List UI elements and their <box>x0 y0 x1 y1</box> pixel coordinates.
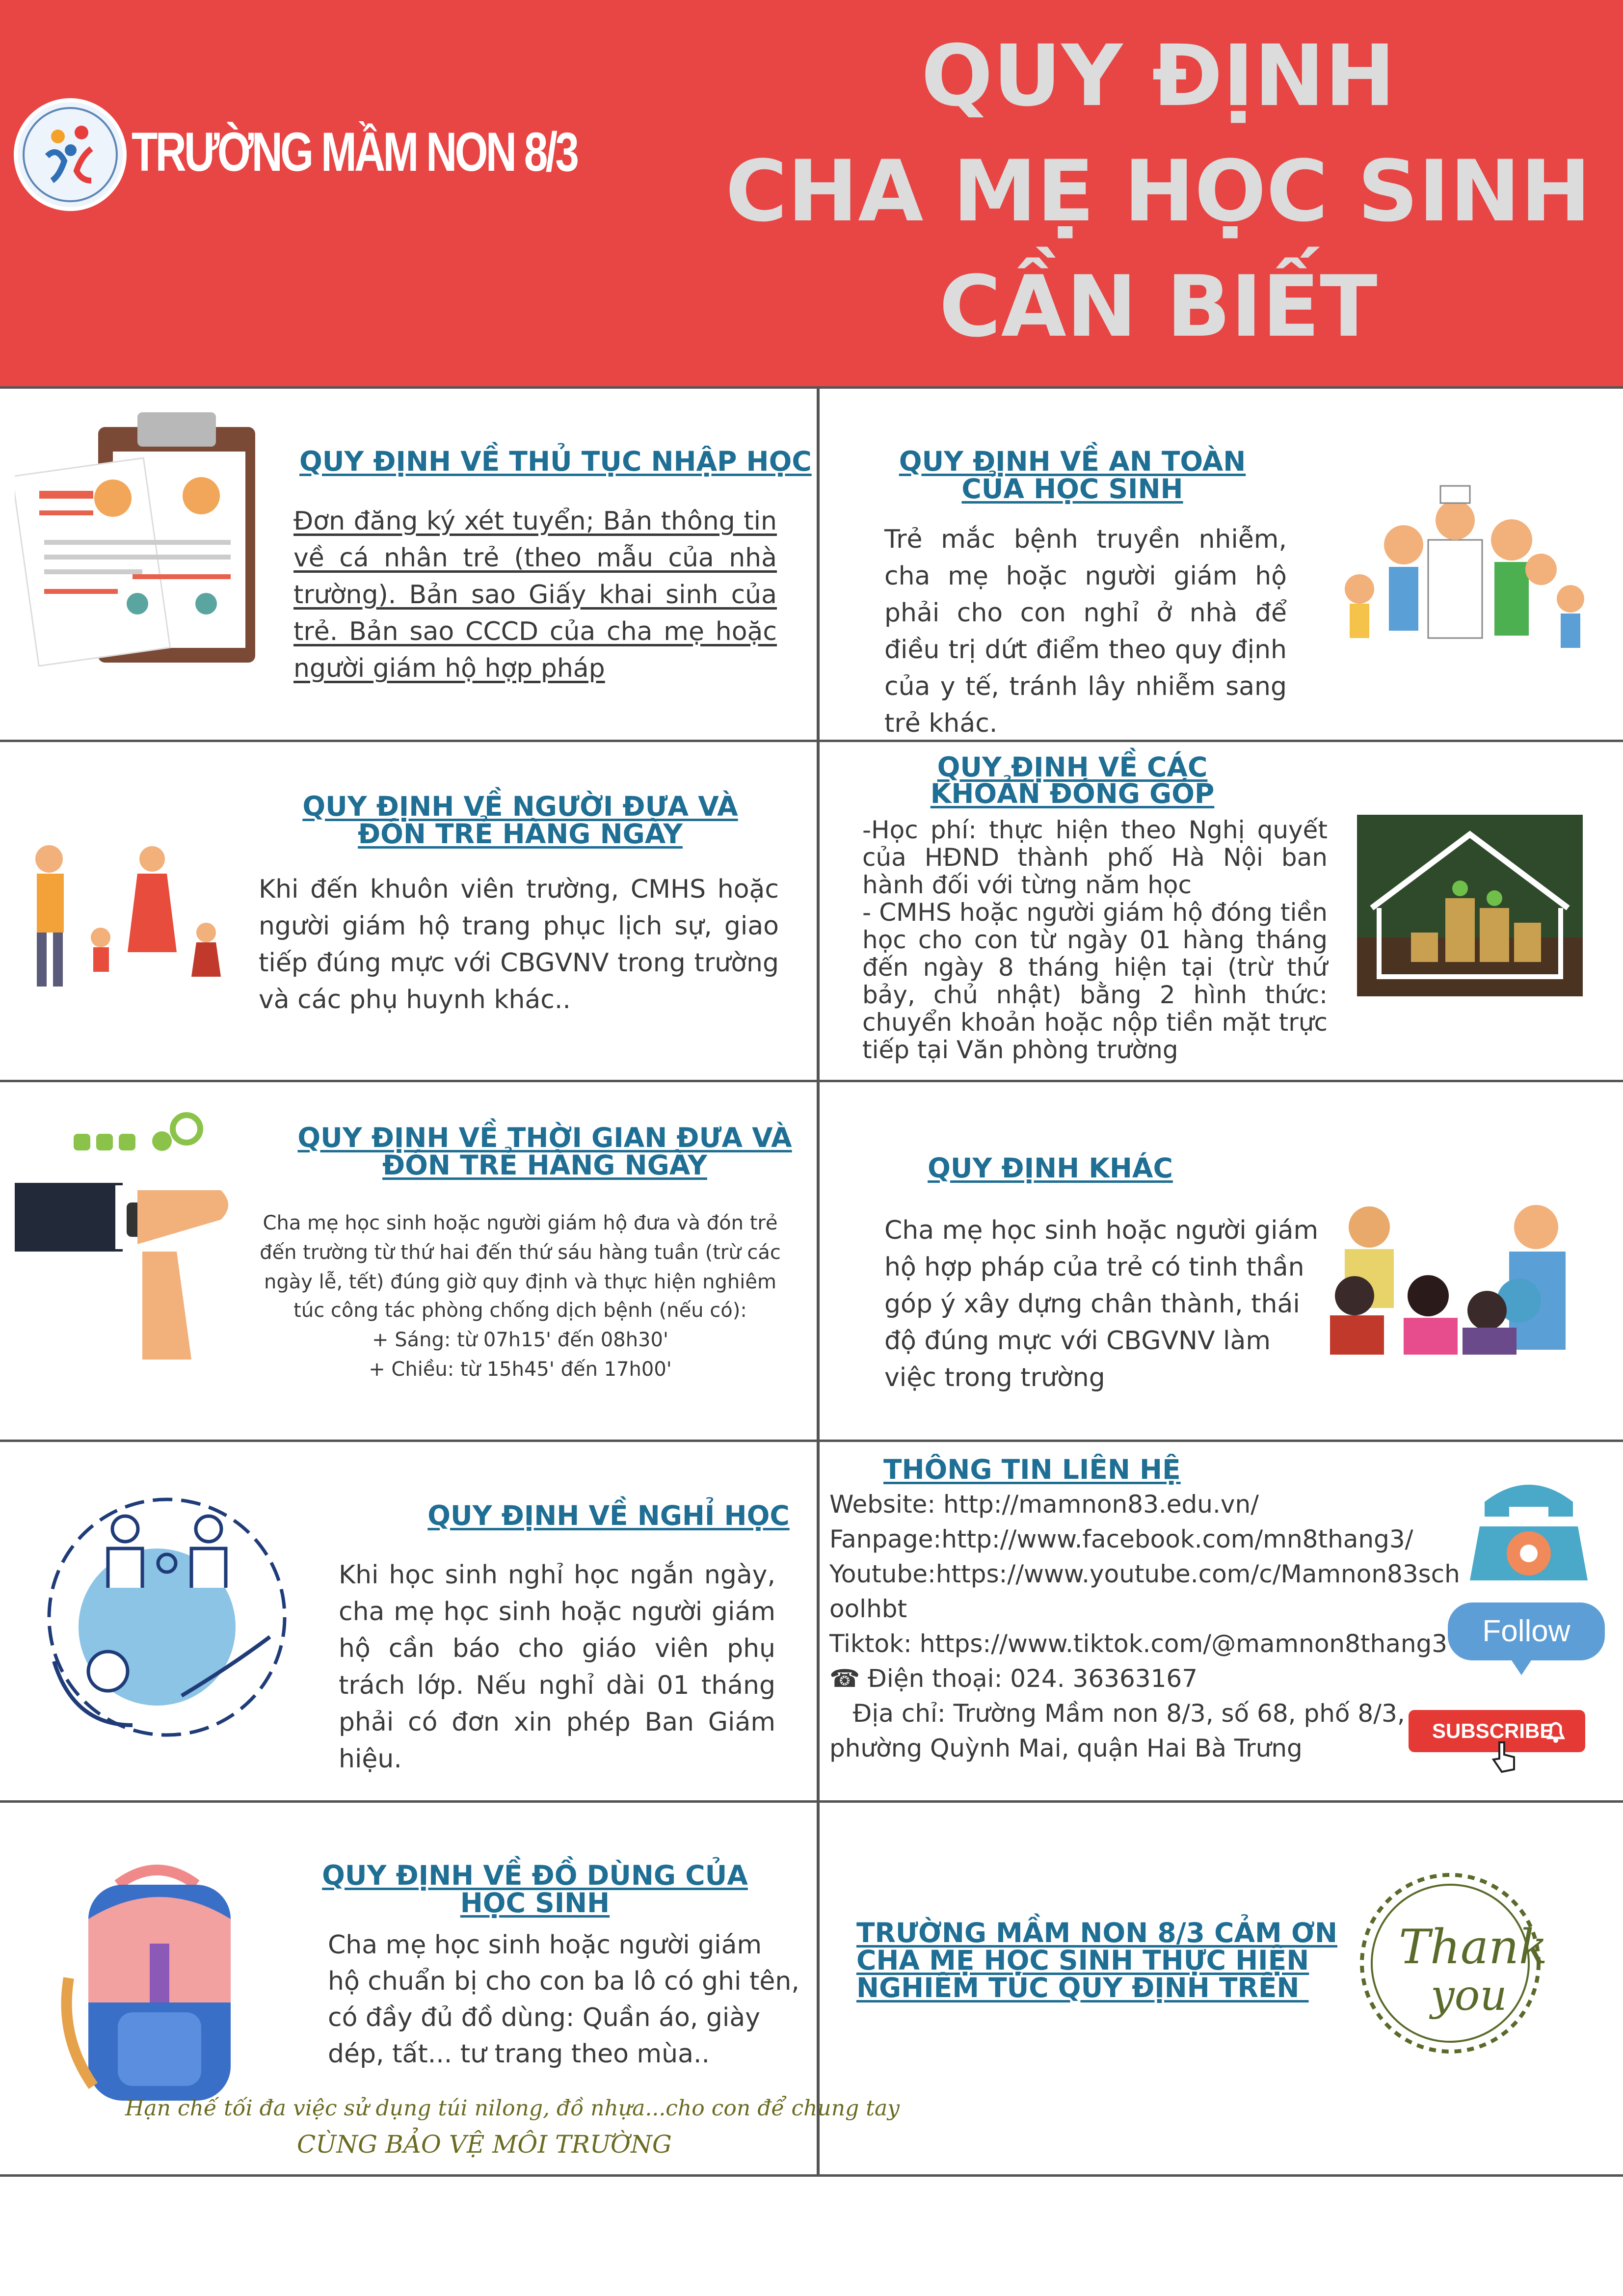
divider <box>0 386 1623 389</box>
heading-schedule-1: QUY ĐỊNH VỀ THỜI GIAN ĐƯA VÀ <box>297 1122 792 1153</box>
heading-contact: THÔNG TIN LIÊN HỆ <box>883 1454 1181 1485</box>
backpack-icon <box>49 1855 265 2110</box>
thanks-badge-line-2: you <box>1431 1971 1507 2020</box>
school-name: TRƯỜNG MẦM NON 8/3 <box>132 121 577 183</box>
contact-website[interactable]: Website: http://mamnon83.edu.vn/ <box>829 1490 1259 1519</box>
schedule-line-2: đến trường từ thứ hai đến thứ sáu hàng tuần (trừ các <box>260 1241 781 1264</box>
column-divider <box>817 386 820 2177</box>
family-walking-icon <box>20 839 245 996</box>
other-line-3: góp ý xây dựng chân thành, thái <box>884 1289 1300 1319</box>
watch-hand-icon <box>15 1104 250 1379</box>
contact-phone: ☎ Điện thoại: 024. 36363167 <box>829 1664 1198 1693</box>
subscribe-button[interactable]: SUBSCRIBE <box>1409 1710 1585 1752</box>
heading-safety-2: CỦA HỌC SINH <box>961 473 1183 505</box>
heading-supplies-2: HỌC SINH <box>460 1887 610 1919</box>
thanks-badge-line-1: Thank <box>1399 1920 1548 1975</box>
supplies-line-1: Cha mẹ học sinh hoặc người giám <box>328 1930 762 1960</box>
heading-other: QUY ĐỊNH KHÁC <box>928 1152 1173 1184</box>
other-line-4: độ đúng mực với CBGVNV làm <box>884 1326 1271 1356</box>
heading-fees-2: KHOẢN ĐÓNG GÓP <box>930 778 1215 809</box>
heading-admission: QUY ĐỊNH VỀ THỦ TỤC NHẬP HỌC <box>299 446 812 477</box>
divider <box>0 1800 1623 1803</box>
family-care-icon <box>34 1490 290 1745</box>
safety-text: Trẻ mắc bệnh truyền nhiễm, cha mẹ hoặc người giám hộ phải cho con nghỉ ở nhà để điều trị dứt điểm theo quy định của y tế, tránh lây nhiễm sang trẻ khác. <box>884 525 1287 738</box>
eco-slogan: CÙNG BẢO VỆ MÔI TRƯỜNG <box>297 2130 672 2159</box>
schedule-line-3: ngày lễ, tết) đúng giờ quy định và thực hiện nghiêm <box>264 1271 776 1293</box>
heading-escort-1: QUY ĐỊNH VỀ NGƯỜI ĐƯA VÀ <box>302 791 738 822</box>
page-title-line-1: QUY ĐỊNH <box>921 27 1396 125</box>
savings-icon <box>1357 815 1583 996</box>
speech-tail-icon <box>1512 1660 1531 1675</box>
heading-absence: QUY ĐỊNH VỀ NGHỈ HỌC <box>427 1500 790 1531</box>
page-title-line-3: CẦN BIẾT <box>939 257 1378 356</box>
divider <box>0 1440 1623 1442</box>
contact-address-1: Địa chỉ: Trường Mầm non 8/3, số 68, phố 8/3, <box>829 1699 1405 1728</box>
supplies-line-2: hộ chuẩn bị cho con ba lô có ghi tên, <box>328 1967 799 1996</box>
parents-meeting-icon <box>1325 1198 1590 1355</box>
contact-youtube-cont[interactable]: oolhbt <box>829 1595 907 1623</box>
telephone-icon <box>1465 1472 1593 1585</box>
cursor-hand-icon <box>1490 1740 1519 1774</box>
thanks-line-3: NGHIÊM TÚC QUY ĐỊNH TRÊN <box>856 1972 1309 2003</box>
document-icon <box>15 412 270 687</box>
heading-escort-2: ĐÓN TRẺ HÀNG NGÀY <box>358 818 683 850</box>
other-line-2: hộ hợp pháp của trẻ có tinh thần <box>884 1253 1304 1282</box>
contact-tiktok[interactable]: Tiktok: https://www.tiktok.com/@mamnon8thang3 <box>829 1629 1448 1658</box>
bell-icon <box>1541 1716 1570 1745</box>
school-logo <box>14 98 127 211</box>
contact-address-2: phường Quỳnh Mai, quận Hai Bà Trưng <box>829 1734 1303 1762</box>
heading-fees-1: QUY ĐỊNH VỀ CÁC <box>937 751 1208 783</box>
admission-text: Đơn đăng ký xét tuyển; Bản thông tin về cá nhân trẻ (theo mẫu của nhà trường). Bản sao Giấy khai sinh của trẻ. Bản sao CCCD của cha mẹ hoặc người giám hộ hợp pháp <box>293 507 777 683</box>
heading-supplies-1: QUY ĐỊNH VỀ ĐỒ DÙNG CỦA <box>322 1860 748 1891</box>
schedule-line-1: Cha mẹ học sinh hoặc người giám hộ đưa và đón trẻ <box>263 1212 778 1234</box>
other-line-5: việc trong trường <box>884 1363 1105 1392</box>
other-line-1: Cha mẹ học sinh hoặc người giám <box>884 1216 1319 1245</box>
supplies-line-3: có đầy đủ đồ dùng: Quần áo, giày <box>328 2003 761 2032</box>
page-title-line-2: CHA MẸ HỌC SINH <box>725 142 1591 240</box>
eco-note: Hạn chế tối đa việc sử dụng túi nilong, đồ nhựa...cho con để chung tay <box>125 2096 900 2121</box>
fees-text: -Học phí: thực hiện theo Nghị quyết của HĐND thành phố Hà Nội ban hành đối với từng năm học - CMHS hoặc người giám hộ đóng tiền học cho con từ ngày 01 hàng tháng đến ngày 8 tháng hiện tại (trừ thứ bảy, chủ nhật) bằng 2 hình thức: chuyển khoản hoặc nộp tiền mặt trực tiếp tại Văn phòng trường <box>862 816 1328 1064</box>
schedule-line-4: túc công tác phòng chống dịch bệnh (nếu có): <box>293 1299 747 1322</box>
absence-text: Khi học sinh nghỉ học ngắn ngày, cha mẹ học sinh hoặc người giám hộ cần báo cho giáo viên phụ trách lớp. Nếu nghỉ dài 01 tháng phải có đơn xin phép Ban Giám hiệu. <box>339 1560 775 1774</box>
thanks-line-2: CHA MẸ HỌC SINH THỰC HIỆN <box>856 1945 1309 1976</box>
doctor-family-icon <box>1330 481 1595 658</box>
supplies-line-4: dép, tất... tư trang theo mùa.. <box>328 2039 710 2069</box>
divider <box>0 2174 1623 2177</box>
divider <box>0 740 1623 742</box>
schedule-morning: + Sáng: từ 07h15' đến 08h30' <box>372 1329 668 1351</box>
heading-safety-1: QUY ĐỊNH VỀ AN TOÀN <box>899 446 1246 477</box>
divider <box>0 1080 1623 1082</box>
thank-you-wreath-icon <box>1347 1841 1553 2086</box>
thanks-line-1: TRƯỜNG MẦM NON 8/3 CẢM ƠN <box>856 1917 1337 1949</box>
escort-text: Khi đến khuôn viên trường, CMHS hoặc người giám hộ trang phục lịch sự, giao tiếp đúng mực với CBGVNV trong trường và các phụ huynh khác.. <box>259 875 779 1015</box>
heading-schedule-2: ĐÓN TRẺ HÀNG NGÀY <box>382 1149 707 1181</box>
follow-button[interactable]: Follow <box>1448 1602 1605 1660</box>
contact-fanpage[interactable]: Fanpage:http://www.facebook.com/mn8thang3/ <box>829 1525 1413 1553</box>
schedule-afternoon: + Chiều: từ 15h45' đến 17h00' <box>369 1358 672 1381</box>
contact-youtube[interactable]: Youtube:https://www.youtube.com/c/Mamnon83sch <box>829 1560 1460 1588</box>
